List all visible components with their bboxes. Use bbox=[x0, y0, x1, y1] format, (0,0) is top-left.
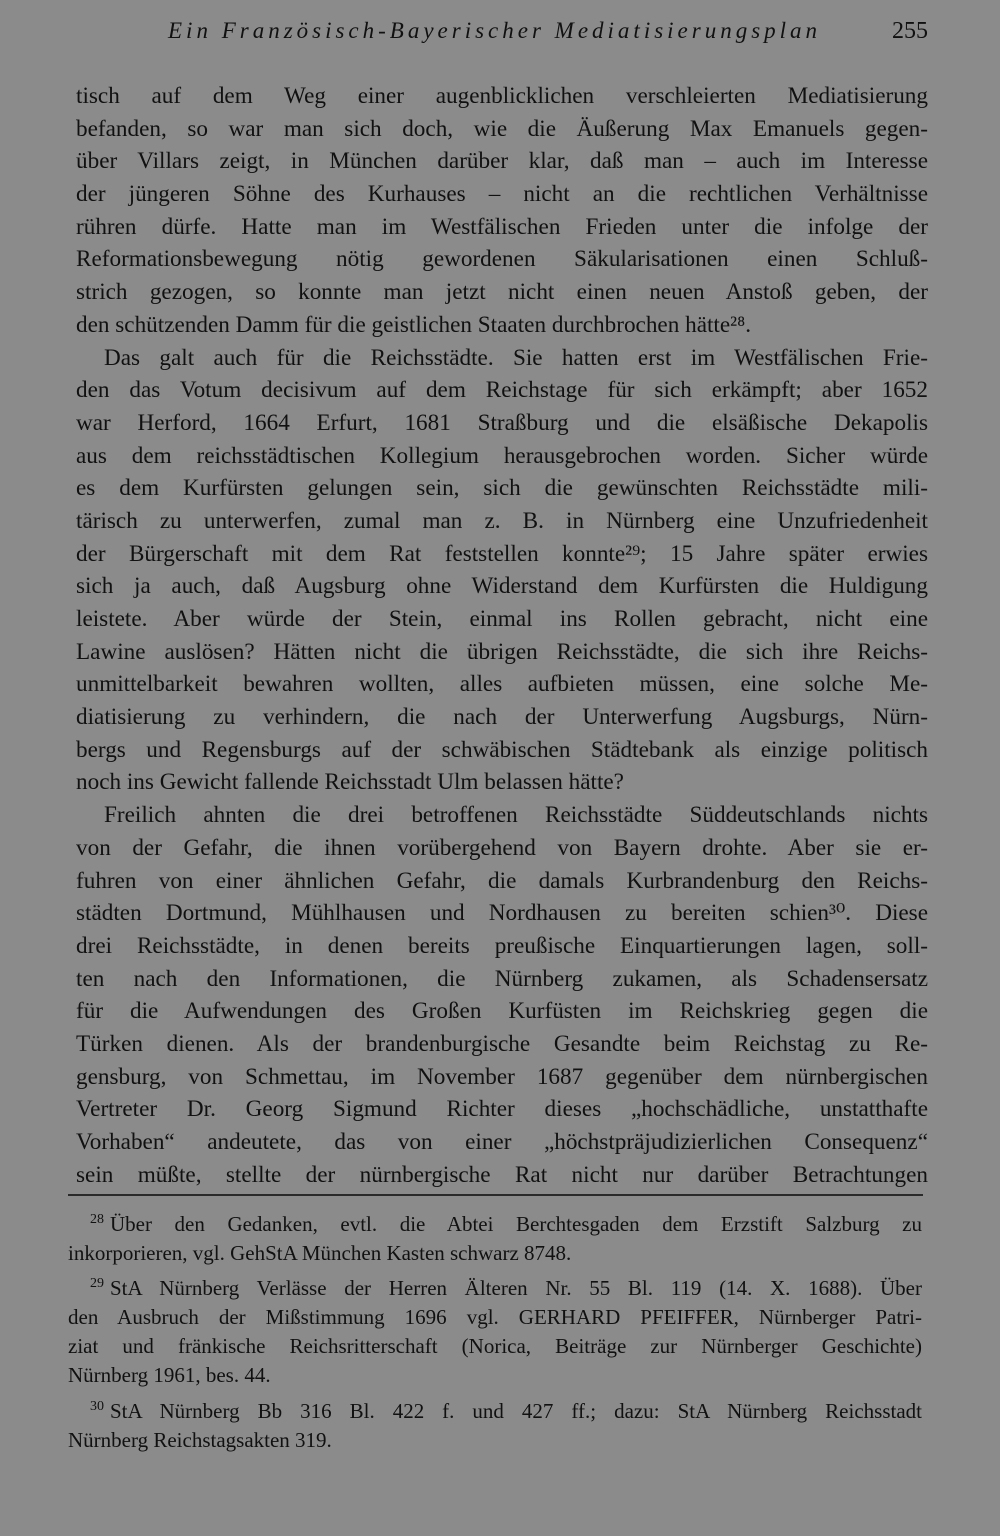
body-text bbox=[76, 80, 928, 1191]
footnote-line: ziat und fränkische Reichsritterschaft (Norica, Beiträge zur Nürnberger Geschichte) bbox=[68, 1334, 922, 1359]
text-line: über Villars zeigt, in München darüber klar, daß man – auch im Interesse bbox=[76, 148, 928, 175]
text-line: für die Aufwendungen des Großen Kurfüsten im Reichskrieg gegen die bbox=[76, 998, 928, 1025]
text-line: tärisch zu unterwerfen, zumal man z. B. in Nürnberg eine Unzufriedenheit bbox=[76, 507, 928, 534]
text-line: drei Reichsstädte, in denen bereits preußische Einquartierungen lagen, soll- bbox=[76, 932, 928, 959]
text-line: aus dem reichsstädtischen Kollegium herausgebrochen worden. Sicher würde bbox=[76, 442, 928, 469]
text-line: Lawine auslösen? Hätten nicht die übrigen Reichsstädte, die sich ihre Reichs- bbox=[76, 638, 928, 665]
footnote-line bbox=[68, 1274, 922, 1303]
text-line: von der Gefahr, die ihnen vorübergehend von Bayern drohte. Aber sie er- bbox=[76, 834, 928, 861]
footnote-line bbox=[68, 1210, 922, 1239]
running-title: Ein Französisch-Bayerischer Mediatisierungsplan bbox=[168, 18, 822, 43]
footnote-29 bbox=[68, 1274, 922, 1390]
footnote-line bbox=[68, 1397, 922, 1426]
text-line: fuhren von einer ähnlichen Gefahr, die damals Kurbrandenburg den Reichs- bbox=[76, 867, 928, 894]
footnote-number: 29 bbox=[90, 1276, 104, 1292]
text-line: es dem Kurfürsten gelungen sein, sich die gewünschten Reichsstädte mili- bbox=[76, 475, 928, 502]
text-line: ten nach den Informationen, die Nürnberg zukamen, als Schadensersatz bbox=[76, 965, 928, 992]
footnotes bbox=[68, 1210, 922, 1455]
footnote-text: Über den Gedanken, evtl. die Abtei Berchtesgaden dem Erzstift Salzburg zu bbox=[110, 1212, 922, 1236]
text-line: tisch auf dem Weg einer augenblicklichen verschleierten Mediatisierung bbox=[76, 83, 928, 109]
running-head bbox=[168, 18, 928, 54]
text-line: befanden, so war man sich doch, wie die Äußerung Max Emanuels gegen- bbox=[76, 115, 928, 142]
text-line: Türken dienen. Als der brandenburgische Gesandte beim Reichstag zu Re- bbox=[76, 1030, 928, 1057]
footnote-line: Nürnberg Reichstagsakten 319. bbox=[68, 1427, 332, 1452]
footnote-30 bbox=[68, 1397, 922, 1455]
text-line: war Herford, 1664 Erfurt, 1681 Straßburg und die elsäßische Dekapolis bbox=[76, 409, 928, 436]
text-line: Freilich ahnten die drei betroffenen Reichsstädte Süddeutschlands nichts bbox=[104, 802, 928, 829]
text-line: rühren dürfe. Hatte man im Westfälischen Frieden unter die infolge der bbox=[76, 213, 928, 240]
text-line: leistete. Aber würde der Stein, einmal ins Rollen gebracht, nicht eine bbox=[76, 606, 928, 632]
text-line: Das galt auch für die Reichsstädte. Sie hatten erst im Westfälischen Frie- bbox=[104, 344, 928, 371]
text-line: den schützenden Damm für die geistlichen Staaten durchbrochen hätte²⁸. bbox=[76, 311, 751, 338]
text-line: Reformationsbewegung nötig gewordenen Säkularisationen einen Schluß- bbox=[76, 246, 928, 273]
footnote-28 bbox=[68, 1210, 922, 1268]
text-line: bergs und Regensburgs auf der schwäbischen Städtebank als einzige politisch bbox=[76, 736, 928, 763]
text-line: sich ja auch, daß Augsburg ohne Widerstand dem Kurfürsten die Huldigung bbox=[76, 573, 928, 600]
text-line: der jüngeren Söhne des Kurhauses – nicht an die rechtlichen Verhältnisse bbox=[76, 181, 928, 208]
text-line: städten Dortmund, Mühlhausen und Nordhausen zu bereiten schien³⁰. Diese bbox=[76, 900, 928, 927]
footnote-number: 28 bbox=[90, 1212, 104, 1227]
text-line: strich gezogen, so konnte man jetzt nicht einen neuen Anstoß geben, der bbox=[76, 279, 928, 306]
text-line: diatisierung zu verhindern, die nach der Unterwerfung Augsburgs, Nürn- bbox=[76, 704, 928, 731]
footnote-line: inkorporieren, vgl. GehStA München Kasten schwarz 8748. bbox=[68, 1241, 572, 1266]
footnote-number: 30 bbox=[90, 1398, 104, 1414]
footnote-rule bbox=[68, 1194, 923, 1196]
footnote-line: den Ausbruch der Mißstimmung 1696 vgl. GERHARD PFEIFFER, Nürnberger Patri- bbox=[68, 1305, 922, 1330]
text-line: Vorhaben“ andeutete, das von einer „höchstpräjudizierlichen Consequenz“ bbox=[76, 1129, 928, 1155]
text-line: unmittelbarkeit bewahren wollten, alles aufbieten müssen, eine solche Me- bbox=[76, 671, 928, 698]
text-line: gensburg, von Schmettau, im November 1687 gegenüber dem nürnbergischen bbox=[76, 1063, 928, 1090]
page-number: 255 bbox=[892, 18, 928, 44]
footnote-text: StA Nürnberg Verlässe der Herren Älteren Nr. 55 Bl. 119 (14. X. 1688). Über bbox=[110, 1276, 922, 1301]
text-line: noch ins Gewicht fallende Reichsstadt Ulm belassen hätte? bbox=[76, 769, 624, 796]
footnote-line: Nürnberg 1961, bes. 44. bbox=[68, 1363, 271, 1388]
text-line: sein müßte, stellte der nürnbergische Rat nicht nur darüber Betrachtungen bbox=[76, 1161, 928, 1188]
text-line: Vertreter Dr. Georg Sigmund Richter dieses „hochschädliche, unstatthafte bbox=[76, 1096, 928, 1123]
text-line: den das Votum decisivum auf dem Reichstage für sich erkämpft; aber 1652 bbox=[76, 377, 928, 404]
text-line: der Bürgerschaft mit dem Rat feststellen konnte²⁹; 15 Jahre später erwies bbox=[76, 540, 928, 567]
footnote-text: StA Nürnberg Bb 316 Bl. 422 f. und 427 ff.; dazu: StA Nürnberg Reichsstadt bbox=[110, 1398, 922, 1423]
